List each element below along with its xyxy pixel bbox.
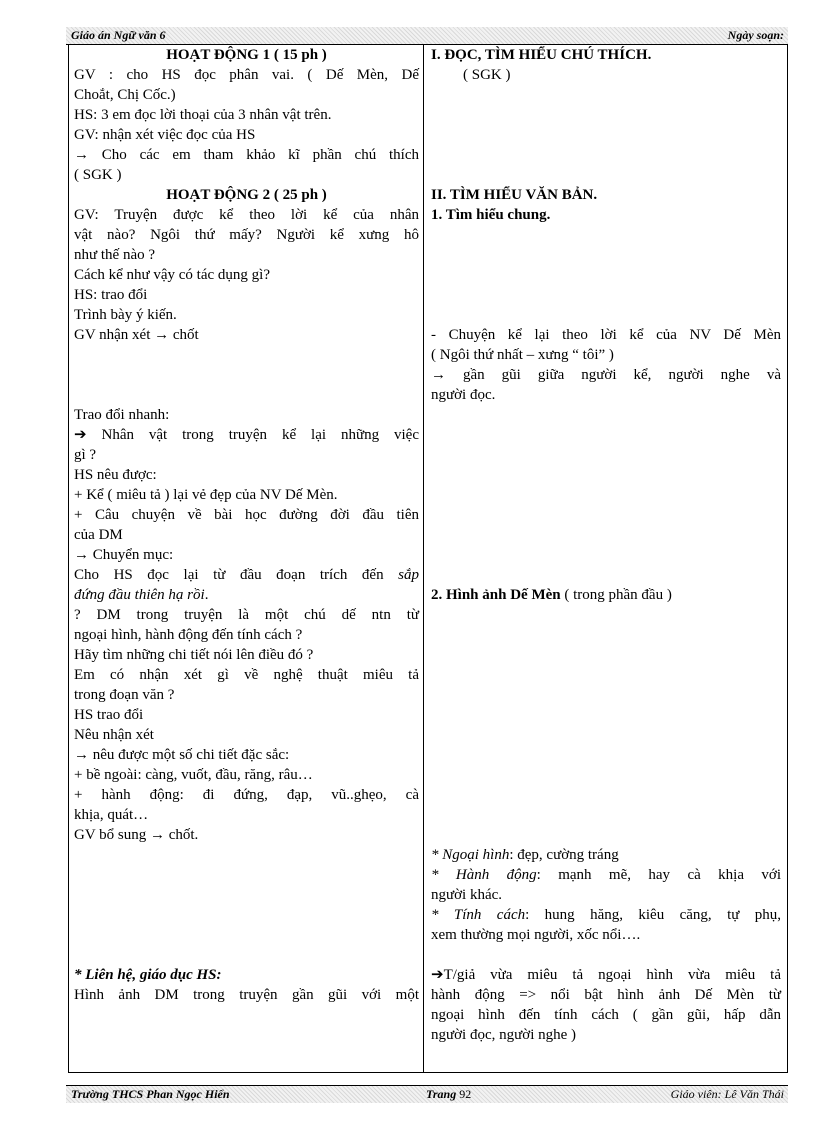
text-line: HS: 3 em đọc lời thoại của 3 nhân vật trên. [74,107,332,123]
text-line: của DM [74,527,123,543]
header-lesson-title: Giáo án Ngữ văn 6 [71,28,166,42]
text-line: ( SGK ) [463,67,511,83]
text-line: người đọc, người nghe ) [431,1027,577,1043]
text-line: Trao đổi nhanh: [74,407,170,423]
text-line [74,585,419,605]
text-line: Nêu nhận xét [74,727,154,743]
text-span: : mạnh mẽ, hay cà khịa với [536,867,781,883]
text-line: ngoại hình, hành động đến tính cách ? [74,627,303,643]
text-span: : đẹp, cường tráng [509,847,619,863]
text-line: Trình bày ý kiến. [74,307,177,323]
text-line: gì ? [74,447,97,463]
text-span: Cho HS đọc lại từ đầu đoạn trích đến [74,567,384,583]
text-line: Hãy tìm những chi tiết nói lên điều đó ? [74,647,314,663]
text-line: → gần gũi giữa người kể, người nghe và [431,367,781,383]
text-line: GV bổ sung → chốt. [74,827,199,843]
text-line [74,565,419,585]
lesson-content-column [431,45,781,1045]
footer-page-label: Trang [426,1087,457,1101]
text-line: → nêu được một số chi tiết đặc sắc: [74,747,290,763]
text-line [431,845,781,865]
text-line: Hình ảnh DM trong truyện gần gũi với một [74,987,419,1003]
text-line [431,865,781,885]
text-line: HS nêu được: [74,467,157,483]
text-line: như thế nào ? [74,247,156,263]
activity-1-title: HOẠT ĐỘNG 1 ( 15 ph ) [166,47,327,63]
text-line: hành động => nổi bật hình ảnh Dế Mèn từ [431,987,781,1003]
column-divider [423,44,424,1073]
text-line: ➔ Nhân vật trong truyện kể lại những việc [74,427,419,443]
text-span: * Tính cách [431,907,526,923]
text-span: * Hành động [431,867,537,883]
text-line: trong đoạn văn ? [74,687,175,703]
section-heading: * Liên hệ, giáo dục HS: [74,967,222,983]
text-span: đứng đầu thiên hạ rồi [74,587,205,603]
text-line: Em có nhận xét gì về nghệ thuật miêu tả [74,667,419,683]
text-line: khịa, quát… [74,807,149,823]
text-line: ( Ngôi thứ nhất – xưng “ tôi” ) [431,347,614,363]
text-line: + Kể ( miêu tả ) lại vẻ đẹp của NV Dế Mèn. [74,487,338,503]
text-line: GV: Truyện được kể theo lời kể của nhân [74,207,419,223]
text-span: * Ngoại hình [431,847,510,863]
text-line: Cách kể như vậy có tác dụng gì? [74,267,270,283]
text-line: - Chuyện kể lại theo lời kể của NV Dế Mèn [431,327,781,343]
text-line: GV : cho HS đọc phân vai. ( Dế Mèn, Dế [74,67,419,83]
header-date-label: Ngày soạn: [727,28,784,42]
section-heading: II. TÌM HIỂU VĂN BẢN. [431,187,598,203]
text-line: + bề ngoài: càng, vuốt, đầu, răng, râu… [74,767,313,783]
text-span: . [204,587,209,603]
text-line: HS: trao đổi [74,287,148,303]
text-line: ( SGK ) [74,167,122,183]
activity-2-title: HOẠT ĐỘNG 2 ( 25 ph ) [166,187,327,203]
page-header [66,27,788,45]
text-line: ngoại hình đến tính cách ( gần gũi, hấp dẫn [431,1007,781,1023]
footer-school: Trường THCS Phan Ngọc Hiển [71,1087,230,1101]
subsection-heading: 1. Tìm hiểu chung. [431,207,551,223]
text-line: vật nào? Ngôi thứ mấy? Người kể xưng hô [74,227,419,243]
page-footer [66,1085,788,1103]
text-span: 2. Hình ảnh Dế Mèn [431,587,561,603]
text-line: GV nhận xét → chốt [74,327,199,343]
footer-page-number: 92 [459,1087,472,1101]
text-span: sắp [398,567,419,583]
text-line: ? DM trong truyện là một chú dế ntn từ [74,607,419,623]
text-line: người đọc. [431,387,496,403]
text-line: xem thường mọi người, xốc nổi…. [431,927,641,943]
section-heading: I. ĐỌC, TÌM HIỂU CHÚ THÍCH. [431,47,652,63]
text-line: ➔T/giả vừa miêu tả ngoại hình vừa miêu tả [431,967,781,983]
text-span: ( trong phần đầu ) [560,587,672,603]
teacher-student-activities-column [74,45,419,1005]
subsection-heading [431,585,781,605]
text-line: GV: nhận xét việc đọc của HS [74,127,256,143]
text-line: HS trao đổi [74,707,144,723]
text-line: người khác. [431,887,503,903]
text-line: → Chuyển mục: [74,547,174,563]
text-line: → Cho các em tham khảo kĩ phần chú thích [74,147,419,163]
text-line: + hành động: đi đứng, đạp, vũ..ghẹo, cà [74,787,419,803]
text-line: + Câu chuyện về bài học đường đời đầu tiên [74,507,419,523]
footer-teacher: Giáo viên: Lê Văn Thái [670,1087,784,1101]
text-line: Choắt, Chị Cốc.) [74,87,176,103]
footer-page [426,1086,471,1103]
text-span: : hung hăng, kiêu căng, tự phụ, [525,907,782,923]
text-line [431,905,781,925]
